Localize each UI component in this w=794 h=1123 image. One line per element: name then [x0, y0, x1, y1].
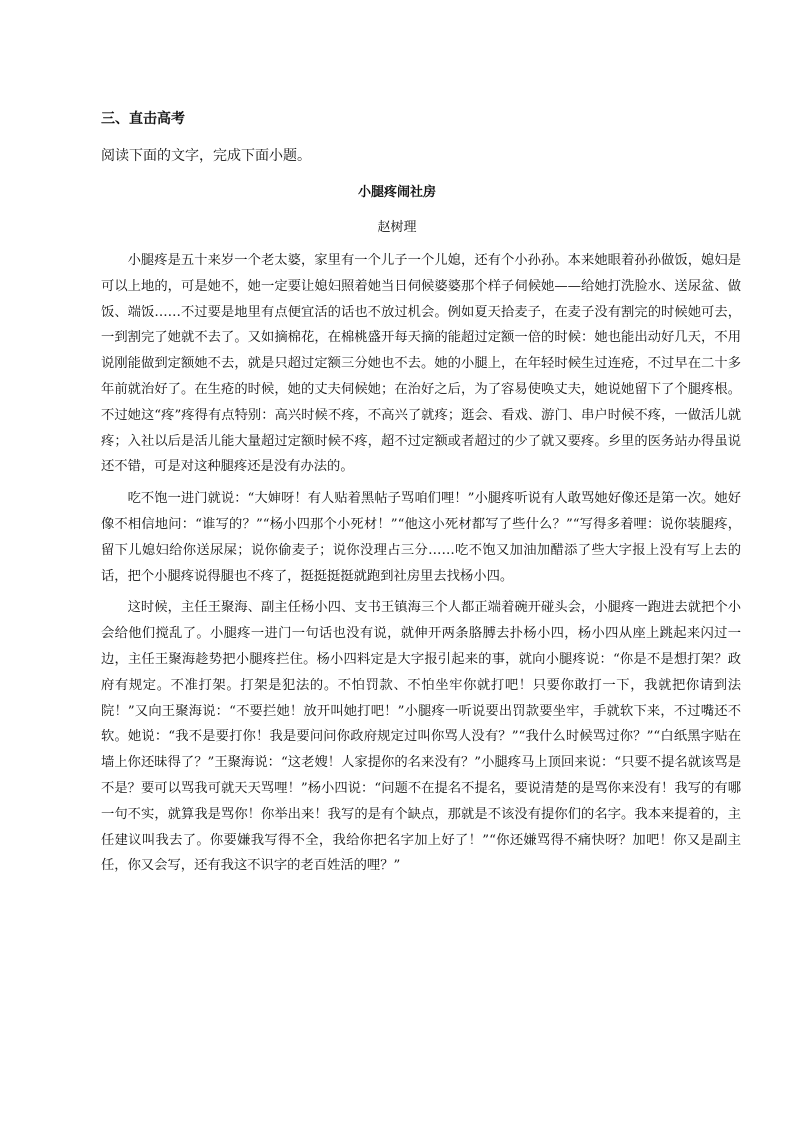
story-paragraph-3: 这时候，主任王聚海、副主任杨小四、支书王镇海三个人都正端着碗开碰头会，小腿疼一跑进去就把个小会给他们搅乱了。小腿疼一进门一句话也没有说，就伸开两条胳膊去扑杨小四，杨小四从座上跳起来闪过一边，主任王聚海趁势把小腿疼拦住。杨小四料定是大字报引起来的事，就向小腿疼说：“你是不是想打架？政府有规定。不准打架。打架是犯法的。不怕罚款、不怕坐牢你就打吧！只要你敢打一下，我就把你请到法院！”又向王聚海说：“不要拦她！放开叫她打吧！”小腿疼一听说要出罚款要坐牢，手就软下来，不过嘴还不软。她说：“我不是要打你！我是要问问你政府规定过叫你骂人没有？”“我什么时候骂过你？”“白纸黑字贴在墙上你还昧得了？”王聚海说：“这老嫂！人家提你的名来没有？”小腿疼马上顶回来说：“只要不提名就该骂是不是？要可以骂我可就天天骂哩！”杨小四说：“问题不在提名不提名，要说清楚的是骂你来没有！我写的有哪一句不实，就算我是骂你！你举出来！我写的是有个缺点，那就是不该没有提你们的名字。我本来提着的，主任建议叫我去了。你要嫌我写得不全，我给你把名字加上好了！”“你还嫌骂得不痛快呀？加吧！你又是副主任，你又会写，还有我这不识字的老百姓活的哩？” — [101, 600, 741, 874]
story-body — [101, 248, 741, 885]
story-paragraph-2: 吃不饱一进门就说：“大婶呀！有人贴着黑帖子骂咱们哩！”小腿疼听说有人敢骂她好像还是第一次。她好像不相信地问：“谁写的？”“杨小四那个小死材！”“他这小死材都写了些什么？”“写得多着哩：说你装腿疼，留下儿媳妇给你送尿屎；说你偷麦子；说你没理占三分……吃不饱又加油加醋添了些大字报上没有写上去的话，把个小腿疼说得腿也不疼了，挺挺挺挺就跑到社房里去找杨小四。 — [101, 491, 741, 584]
section-heading: 三、直击高考 — [101, 111, 185, 127]
story-author: 赵树理 — [377, 220, 417, 235]
instruction-text: 阅读下面的文字，完成下面小题。 — [101, 148, 311, 164]
story-title: 小腿疼闹社房 — [357, 185, 436, 200]
story-paragraph-1: 小腿疼是五十来岁一个老太婆，家里有一个儿子一个儿媳，还有个小孙孙。本来她眼着孙孙做饭，媳妇是可以上地的，可是她不，她一定要让媳妇照着她当日伺候婆婆那个样子伺候她——给她打洗脸水、送尿盆、做饭、端饭……不过要是地里有点便宜活的话也不放过机会。例如夏天拾麦子，在麦子没有割完的时候她可去，一到割完了她就不去了。又如摘棉花，在棉桃盛开每天摘的能超过定额一倍的时候：她也能出动好几天，不用说刚能做到定额她不去，就是只超过定额三分她也不去。她的小腿上，在年轻时候生过连疮，不过早在二十多年前就治好了。在生疮的时候，她的丈夫伺候她；在治好之后，为了容易使唤丈夫，她说她留下了个腿疼根。不过她这“疼”疼得有点特别：高兴时候不疼，不高兴了就疼；逛会、看戏、游门、串户时候不疼，一做活儿就疼；入社以后是活儿能大量超过定额时候不疼，超不过定额或者超过的少了就又要疼。乡里的医务站办得虽说还不错，可是对这种腿疼还是没有办法的。 — [101, 253, 741, 475]
